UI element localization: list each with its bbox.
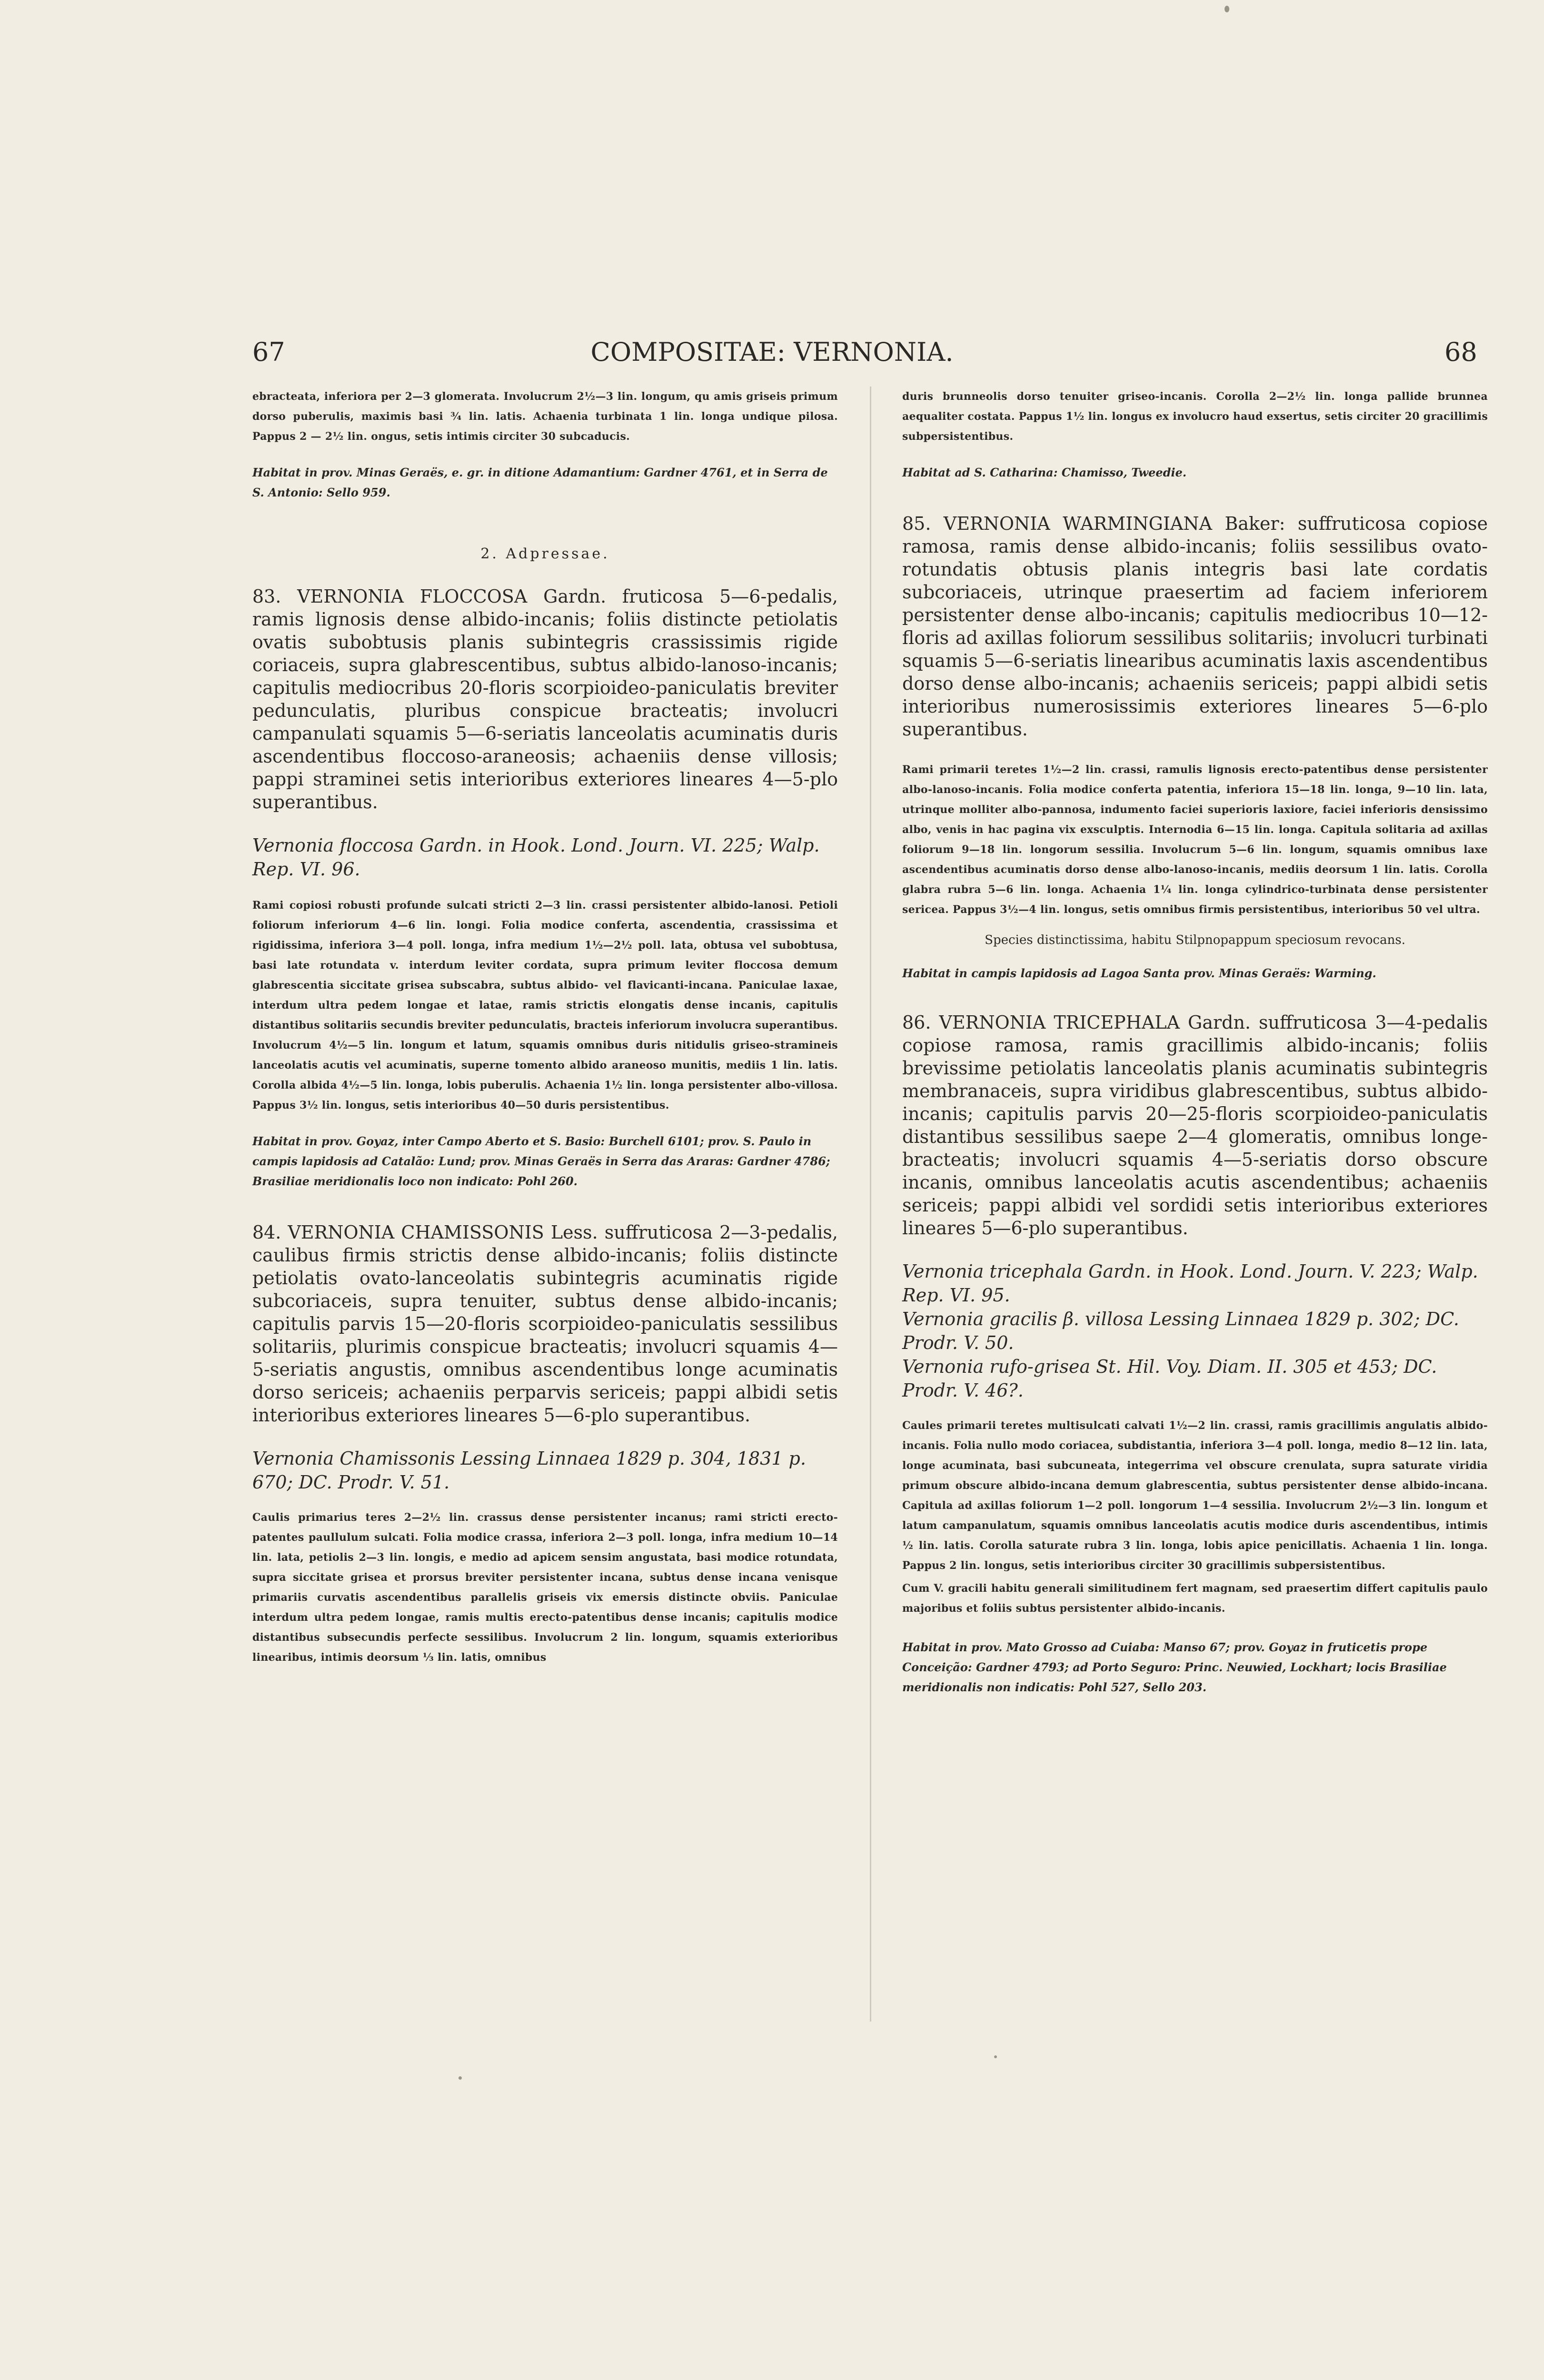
- habitat-82: Habitat in prov. Minas Geraës, e. gr. in ditione Adamantium: Gardner 4761, et in Serra de S. Antonio: Sello 959.: [252, 466, 828, 499]
- species-83-description: Rami copiosi robusti profunde sulcati stricti 2—3 lin. crassi persistenter albido-lanosi. Petioli foliorum inferiorum 4—6 lin. longi. Folia modice conferta, ascendentia, crassissima et rigidissima, inferiora 3—4 poll. longa, infra medium 1½—2½ poll. lata, obtusa vel subobtusa, basi late rotundata v. interdum leviter cordata, supra primum leviter floccosa demum glabrescentia siccitate grisea subscabra, subtus albido- vel flavicanti-incana. Paniculae laxae, interdum ultra pedem longae et latae, ramis strictis elongatis dense incanis, capitulis distantibus solitariis secundis breviter pedunculatis, bracteis inferiorum involucra superantibus. Involucrum 4½—5 lin. longum et latum, squamis omnibus duris nitidulis griseo-stramineis lanceolatis acutis vel acuminatis, superne tomento albido araneoso munitis, mediis 1 lin. latis. Corolla albida 4½—5 lin. longa, lobis puberulis. Achaenia 1½ lin. longa persistenter albo-villosa. Pappus 3½ lin. longus, setis interioribus 40—50 duris persistentibus.: [252, 899, 838, 1111]
- right-column: [902, 387, 1488, 1697]
- species-84-synonymy: Vernonia Chamissonis Lessing Linnaea 1829 p. 304, 1831 p. 670; DC. Prodr. V. 51.: [252, 1448, 806, 1493]
- page-number-right: 68: [1444, 337, 1477, 367]
- scan-speck: [1225, 6, 1229, 12]
- species-83-diagnosis: 83. VERNONIA FLOCCOSA Gardn. fruticosa 5—6-pedalis, ramis lignosis dense albido-incanis; foliis distincte petiolatis ovatis subobtusis planis subintegris crassissimis rigide coriaceis, supra glabrescentibus, subtus albido-lanoso-incanis; capitulis mediocribus 20-floris scorpioideo-paniculatis breviter pedunculatis, pluribus conspicue bracteatis; involucri campanulati squamis 5—6-seriatis lanceolatis acuminatis duris ascendentibus floccoso-araneosis; achaeniis dense villosis; pappi straminei setis interioribus exteriores lineares 4—5-plo superantibus.: [252, 586, 838, 813]
- scan-speck: [458, 2076, 462, 2080]
- species-86-habitat: Habitat in prov. Mato Grosso ad Cuiaba: Manso 67; prov. Goyaz in fruticetis prope Conceição: Gardner 4793; ad Porto Seguro: Princ. Neuwied, Lockhart; locis Brasiliae meridionalis non indicatis: Pohl 527, Sello 203.: [902, 1640, 1447, 1694]
- scan-speck: [994, 2055, 997, 2058]
- species-85-habitat: Habitat in campis lapidosis ad Lagoa Santa prov. Minas Geraës: Warming.: [902, 966, 1376, 980]
- species-84-diagnosis: 84. VERNONIA CHAMISSONIS Less. suffruticosa 2—3-pedalis, caulibus firmis strictis dense albido-incanis; foliis distincte petiolatis ovato-lanceolatis subintegris acuminatis rigide subcoriaceis, supra tenuiter, subtus dense albido-incanis; capitulis parvis 15—20-floris scorpioideo-paniculatis sessilibus solitariis, plurimis conspicue bracteatis; involucri squamis 4—5-seriatis angustis, omnibus ascendentibus longe acuminatis dorso sericeis; achaeniis perparvis sericeis; pappi albidi setis interioribus exteriores lineares 5—6-plo superantibus.: [252, 1222, 838, 1426]
- species-86-synonymy-1: Vernonia tricephala Gardn. in Hook. Lond. Journ. V. 223; Walp. Rep. VI. 95.: [902, 1261, 1478, 1306]
- species-86-description: Caules primarii teretes multisulcati calvati 1½—2 lin. crassi, ramis gracillimis angulatis albido-incanis. Folia nullo modo coriacea, subdistantia, inferiora 3—4 poll. longa, medio 8—12 lin. lata, longe acuminata, basi subcuneata, integerrima vel obscure crenulata, supra saturate viridia primum obscure albido-incana demum glabrescentia, subtus persistenter dense albido-incana. Capitula ad axillas foliorum 1—2 poll. longorum 1—4 sessilia. Involucrum 2½—3 lin. longum et latum campanulatum, squamis omnibus lanceolatis acutis modice duris ascendentibus, intimis ½ lin. latis. Corolla saturate rubra 3 lin. longa, lobis apice penicillatis. Achaenia 1 lin. longa. Pappus 2 lin. longus, setis interioribus circiter 30 gracillimis subpersistentibus.: [902, 1419, 1488, 1572]
- species-86-synonymy-3: Vernonia rufo-grisea St. Hil. Voy. Diam. II. 305 et 453; DC. Prodr. V. 46?.: [902, 1356, 1437, 1401]
- section-heading: 2. Adpressae.: [480, 545, 610, 562]
- habitat-84: Habitat ad S. Catharina: Chamisso, Tweedie.: [902, 466, 1187, 479]
- species-85-description: Rami primarii teretes 1½—2 lin. crassi, ramulis lignosis erecto-patentibus dense persistenter albo-lanoso-incanis. Folia modice conferta patentia, inferiora 15—18 lin. longa, 9—10 lin. lata, utrinque molliter albo-pannosa, indumento faciei superioris laxiore, faciei inferioris densissimo albo, venis in hac pagina vix exsculptis. Internodia 6—15 lin. longa. Capitula solitaria ad axillas foliorum 9—18 lin. longorum sessilia. Involucrum 5—6 lin. longum, squamis omnibus laxe ascendentibus acuminatis dorso dense albo-lanoso-incanis, mediis deorsum 1 lin. latis. Corolla glabra rubra 5—6 lin. longa. Achaenia 1¼ lin. longa cylindrico-turbinata dense persistenter sericea. Pappus 3½—4 lin. longus, setis omnibus firmis persistentibus, interioribus 50 vel ultra.: [902, 764, 1488, 916]
- species-83-synonymy: Vernonia floccosa Gardn. in Hook. Lond. Journ. VI. 225; Walp. Rep. VI. 96.: [252, 835, 820, 880]
- species-85-note: Species distinctissima, habitu Stilpnopappum speciosum revocans.: [985, 933, 1405, 947]
- species-86-synonymy-2: Vernonia gracilis β. villosa Lessing Linnaea 1829 p. 302; DC. Prodr. V. 50.: [902, 1309, 1459, 1353]
- species-86-diagnosis: 86. VERNONIA TRICEPHALA Gardn. suffruticosa 3—4-pedalis copiose ramosa, ramis gracillimis albido-incanis; foliis brevissime petiolatis lanceolatis planis acuminatis subintegris membranaceis, supra viridibus glabrescentibus, subtus albido-incanis; capitulis parvis 20—25-floris scorpioideo-paniculatis distantibus sessilibus saepe 2—4 glomeratis, omnibus longe-bracteatis; involucri squamis 4—5-seriatis dorso obscure incanis, omnibus lanceolatis acutis ascendentibus; achaeniis sericeis; pappi albidi vel sordidi setis interioribus exteriores lineares 5—6-plo superantibus.: [902, 1012, 1488, 1239]
- column-divider: [870, 387, 871, 2022]
- page-number-left: 67: [252, 337, 285, 367]
- left-column: [252, 387, 838, 1667]
- species-86-note: Cum V. gracili habitu generali similitudinem fert magnam, sed praesertim differt capitulis paulo majoribus et foliis subtus persistenter albido-incanis.: [902, 1582, 1488, 1615]
- continued-description: ebracteata, inferiora per 2—3 glomerata. Involucrum 2½—3 lin. longum, qu amis griseis primum dorso puberulis, maximis basi ¾ lin. latis. Achaenia turbinata 1 lin. longa undique pilosa. Pappus 2 — 2½ lin. ongus, setis intimis circiter 30 subcaducis.: [252, 390, 838, 443]
- species-84-description: Caulis primarius teres 2—2½ lin. crassus dense persistenter incanus; rami stricti erecto-patentes paullulum sulcati. Folia modice crassa, inferiora 2—3 poll. longa, infra medium 10—14 lin. lata, petiolis 2—3 lin. longis, e medio ad apicem sensim angustata, basi modice rotundata, supra siccitate grisea et prorsus breviter persistenter incana, subtus dense incana venisque primariis curvatis ascendentibus parallelis griseis vix emersis distincte obviis. Paniculae interdum ultra pedem longae, ramis multis erecto-patentibus dense incanis; capitulis modice distantibus subsecundis perfecte sessilibus. Involucrum 2 lin. longum, squamis exterioribus linearibus, intimis deorsum ⅓ lin. latis, omnibus: [252, 1511, 838, 1664]
- species-85-diagnosis: 85. VERNONIA WARMINGIANA Baker: suffruticosa copiose ramosa, ramis dense albido-incanis; foliis sessilibus ovato-rotundatis obtusis planis integris basi late cordatis subcoriaceis, utrinque praesertim ad faciem inferiorem persistenter dense albo-incanis; capitulis mediocribus 10—12-floris ad axillas foliorum sessilibus solitariis; involucri turbinati squamis 5—6-seriatis linearibus acuminatis laxis ascendentibus dorso dense albo-incanis; achaeniis sericeis; pappi albidi setis interioribus numerosissimis exteriores lineares 5—6-plo superantibus.: [902, 513, 1488, 740]
- species-83-habitat: Habitat in prov. Goyaz, inter Campo Aberto et S. Basio: Burchell 6101; prov. S. Paulo in campis lapidosis ad Catalão: Lund; prov. Minas Geraës in Serra das Araras: Gardner 4786; Brasiliae meridionalis loco non indicato: Pohl 260.: [252, 1134, 830, 1188]
- running-title: COMPOSITAE: VERNONIA.: [590, 337, 954, 367]
- continued-description: duris brunneolis dorso tenuiter griseo-incanis. Corolla 2—2½ lin. longa pallide brunnea aequaliter costata. Pappus 1½ lin. longus ex involucro haud exsertus, setis circiter 20 gracillimis subpersistentibus.: [902, 390, 1488, 443]
